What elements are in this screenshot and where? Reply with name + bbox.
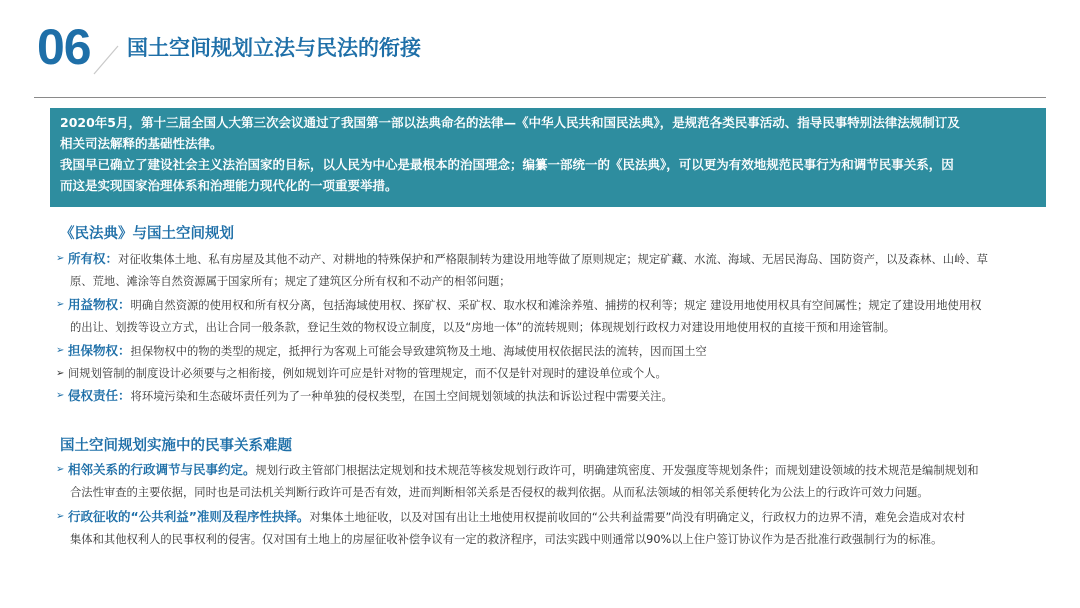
header-divider [34,97,1046,98]
item-text: 原、荒地、滩涂等自然资源属于国家所有；规定了建筑区分所有权和不动产的相邻问题； [70,274,511,288]
item-text: 对集体土地征收，以及对国有出让土地使用权提前收回的“公共利益需要”尚没有明确定义，行政权力的边界不清，难免会造成对农村 [309,511,966,524]
section-heading: 国土空间规划实施中的民事关系难题 [60,438,292,454]
section-heading: 《民法典》与国土空间规划 [60,226,234,242]
item-keyword: 侵权责任： [68,388,131,403]
intro-banner [50,108,1046,207]
section-number: 06 [37,19,91,75]
list-item [56,506,1046,550]
chevron-right-icon: ➢ [56,464,65,475]
chevron-right-icon: ➢ [56,253,65,264]
item-text: 的出让、划拨等设立方式，出让合同一般条款，登记生效的物权设立制度，以及“房地一体”的流转规则；体现规划行政权力对建设用地使用权的直接干预和用途管制。 [70,320,896,334]
item-text: 担保物权中的物的类型的规定，抵押行为客观上可能会导致建筑物及土地、海域使用权依据民法的流转，因而国土空 [130,345,707,358]
item-text: 合法性审查的主要依据，同时也是司法机关判断行政许可是否有效，进而判断相邻关系是否侵权的裁判依据。从而私法领域的相邻关系便转化为公法上的行政许可效力问题。 [70,485,929,499]
list-item [56,248,1046,292]
item-keyword: 所有权： [68,251,119,266]
chevron-right-icon: ➢ [56,390,65,401]
chevron-right-icon: ➢ [56,368,65,379]
list-item [56,363,1046,385]
banner-line: 相关司法解释的基础性法律。 [60,136,223,151]
item-text: 明确自然资源的使用权和所有权分离，包括海域使用权、探矿权、采矿权、取水权和滩涂养殖、捕捞的权利等；规定 建设用地使用权具有空间属性；规定了建设用地使用权 [130,299,982,312]
slash-decoration [90,26,122,78]
chevron-right-icon: ➢ [56,299,65,310]
chevron-right-icon: ➢ [56,345,65,356]
item-text: 对征收集体土地、私有房屋及其他不动产、对耕地的特殊保护和严格限制转为建设用地等做了原则规定；规定矿藏、水流、海域、无居民海岛、国防资产，以及森林、山岭、草 [118,253,988,266]
banner-line: 而这是实现国家治理体系和治理能力现代化的一项重要举措。 [60,178,398,193]
item-text: 规划行政主管部门根据法定规划和技术规范等核发规划行政许可，明确建筑密度、开发强度等规划条件；而规划建设领域的技术规范是编制规划和 [255,464,979,477]
list-item [56,385,1046,408]
item-keyword: 担保物权： [68,343,131,358]
item-text: 间规划管制的制度设计必须要与之相衔接，例如规划许可应是针对物的管理规定，而不仅是针对现时的建设单位或个人。 [68,367,667,380]
item-keyword: 相邻关系的行政调节与民事约定。 [68,462,256,477]
item-text: 集体和其他权利人的民事权利的侵害。仅对国有土地上的房屋征收补偿争议有一定的救济程序，司法实践中则通常以90%以上住户签订协议作为是否批准行政强制行为的标准。 [70,532,943,546]
banner-line: 我国早已确立了建设社会主义法治国家的目标，以人民为中心是最根本的治国理念；编纂一部统一的《民法典》，可以更为有效地规范民事行为和调节民事关系，因 [60,157,954,172]
page-title: 国土空间规划立法与民法的衔接 [127,36,421,60]
list-item [56,459,1046,503]
item-keyword: 用益物权： [68,297,131,312]
list-item [56,294,1046,338]
item-text: 将环境污染和生态破坏责任列为了一种单独的侵权类型，在国土空间规划领域的执法和诉讼过程中需要关注。 [130,390,673,403]
chevron-right-icon: ➢ [56,511,65,522]
banner-line: 2020年5月，第十三届全国人大第三次会议通过了我国第一部以法典命名的法律—《中华人民共和国民法典》，是规范各类民事活动、指导民事特别法律法规制订及 [60,115,960,130]
item-keyword: 行政征收的“公共利益”准则及程序性抉择。 [68,509,310,524]
list-item [56,340,1046,363]
